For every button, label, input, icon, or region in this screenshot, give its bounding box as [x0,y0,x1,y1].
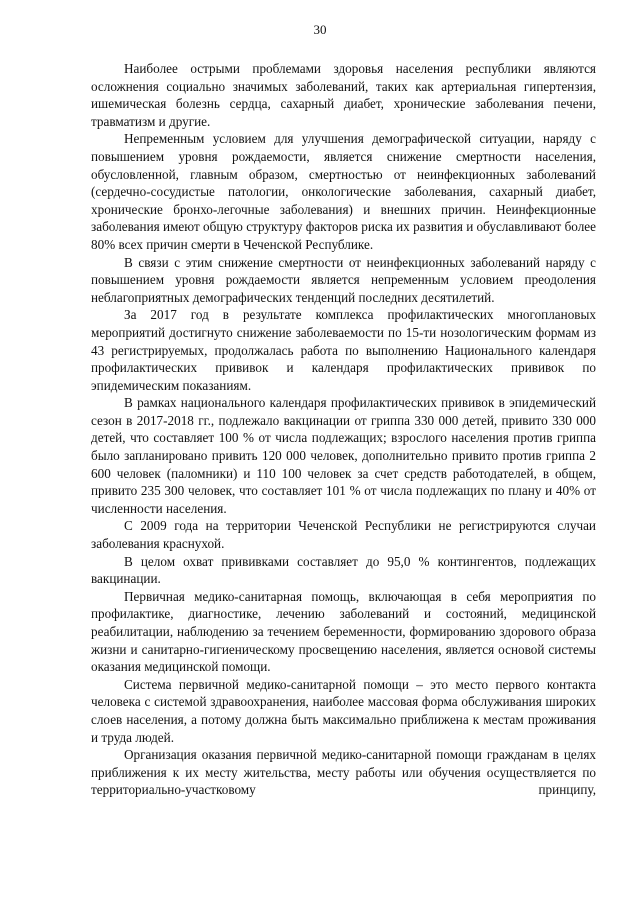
paragraph: В рамках национального календаря профилактических прививок в эпидемический сезон в 2017-2018 гг., подлежало вакцинации от гриппа 330 000 детей, привито 330 000 детей, что составляет 100 % от числа подлежащих; взрослого населения против гриппа было запланировано привить 120 000 человек, дополнительно привито против гриппа 2 600 человек (паломники) и 110 100 человек за счет средств работодателей, в общем, привито 235 300 человек, что составляет 101 % от числа подлежащих по плану и 40% от численности населения. [91,395,596,516]
paragraph: Система первичной медико-санитарной помощи – это место первого контакта человека с системой здравоохранения, наиболее массовая форма обслуживания широких слоев населения, а потому должна быть максимально приближена к местам проживания и труда людей. [91,676,596,745]
paragraph: Непременным условием для улучшения демографической ситуации, наряду с повышением уровня рождаемости, является снижение смертности населения, обусловленной, главным образом, смертностью от неинфекционных заболеваний (сердечно-сосудистые патологии, онкологические заболевания, сахарный диабет, хронические бронхо-легочные заболевания) и внешних причин. Неинфекционные заболевания имеют общую структуру факторов риска их развития и обуславливают более 80% всех причин смерти в Чеченской Республике. [91,131,596,252]
paragraph: Организация оказания первичной медико-санитарной помощи гражданам в целях приближения к их месту жительства, месту работы или обучения осуществляется по территориально-участковому принципу, [91,747,596,798]
document-body [91,60,596,799]
page-number: 30 [313,22,327,37]
paragraph: Наиболее острыми проблемами здоровья населения республики являются осложнения социально значимых заболеваний, таких как артериальная гипертензия, ишемическая болезнь сердца, сахарный диабет, хронические заболевания печени, травматизм и другие. [91,61,596,129]
paragraph: В целом охват прививками составляет до 95,0 % контингентов, подлежащих вакцинации. [91,553,596,587]
paragraph: С 2009 года на территории Чеченской Республики не регистрируются случаи заболевания краснухой. [91,518,596,552]
paragraph: За 2017 год в результате комплекса профилактических многоплановых мероприятий достигнуто снижение заболеваемости по 15-ти нозологическим формам из 43 регистрируемых, продолжалась работа по выполнению Национального календаря профилактических прививок и календаря профилактических прививок по эпидемическим показаниям. [91,307,596,393]
paragraph: В связи с этим снижение смертности от неинфекционных заболеваний наряду с повышением уровня рождаемости является непременным условием преодоления неблагоприятных демографических тенденций последних десятилетий. [91,254,596,305]
paragraph: Первичная медико-санитарная помощь, включающая в себя мероприятия по профилактике, диагностике, лечению заболеваний и состояний, медицинской реабилитации, наблюдению за течением беременности, формированию здорового образа жизни и санитарно-гигиеническому просвещению населения, является основой системы оказания медицинской помощи. [91,588,596,675]
